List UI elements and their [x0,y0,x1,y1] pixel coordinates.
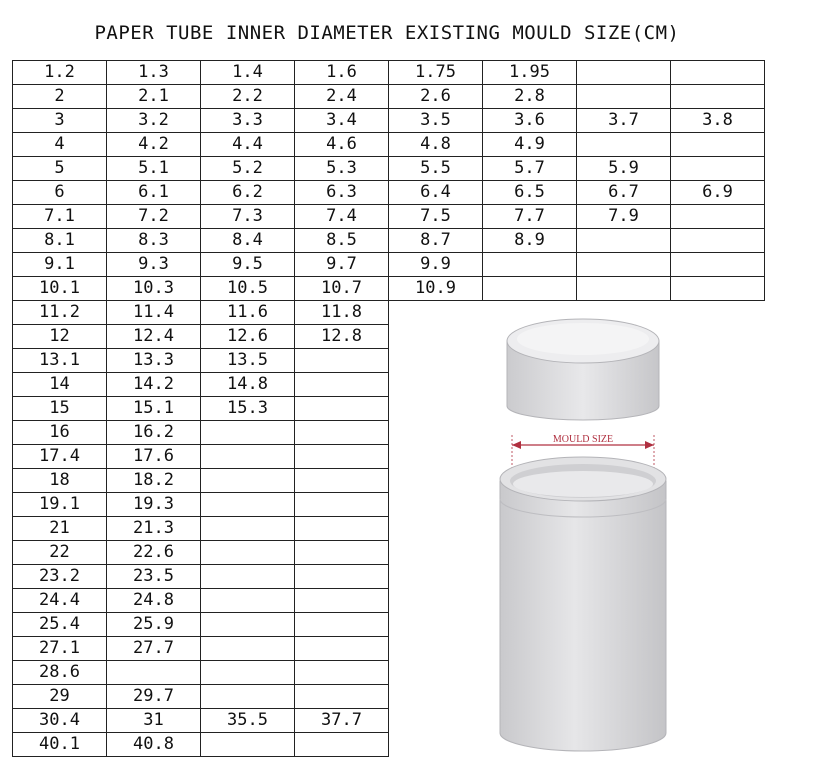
table-cell [483,253,577,277]
table-cell: 10.7 [295,277,389,301]
table-cell: 4.4 [201,133,295,157]
table-cell [295,349,389,373]
table-cell: 6.2 [201,181,295,205]
table-cell [671,61,765,85]
table-cell [295,445,389,469]
table-cell: 31 [107,709,201,733]
table-cell: 18 [13,469,107,493]
table-cell: 3.6 [483,109,577,133]
table-cell: 3.5 [389,109,483,133]
table-cell: 9.3 [107,253,201,277]
table-cell: 3 [13,109,107,133]
table-cell: 4 [13,133,107,157]
table-cell [201,493,295,517]
table-cell [577,85,671,109]
table-cell: 29.7 [107,685,201,709]
table-cell: 5.7 [483,157,577,181]
table-cell [671,253,765,277]
table-cell [295,565,389,589]
table-cell: 16 [13,421,107,445]
table-cell: 8.7 [389,229,483,253]
table-cell [671,133,765,157]
table-cell [201,589,295,613]
table-cell: 13.5 [201,349,295,373]
table-cell: 1.95 [483,61,577,85]
table-cell: 22 [13,541,107,565]
table-cell: 4.6 [295,133,389,157]
table-cell: 5.9 [577,157,671,181]
table-cell [671,85,765,109]
table-cell: 1.75 [389,61,483,85]
table-cell [295,421,389,445]
table-cell: 3.3 [201,109,295,133]
table-cell: 9.5 [201,253,295,277]
table-cell: 7.1 [13,205,107,229]
table-cell [577,253,671,277]
table-cell: 6.3 [295,181,389,205]
table-cell: 30.4 [13,709,107,733]
table-cell: 5 [13,157,107,181]
table-row [13,133,765,157]
table-cell [577,277,671,301]
table-cell: 12.8 [295,325,389,349]
table-cell: 25.9 [107,613,201,637]
table-cell: 6 [13,181,107,205]
table-cell: 10.9 [389,277,483,301]
table-cell: 15.3 [201,397,295,421]
table-cell: 40.8 [107,733,201,757]
table-cell: 8.4 [201,229,295,253]
table-row [13,61,765,85]
table-row [13,205,765,229]
table-cell [295,733,389,757]
table-cell [671,229,765,253]
table-cell: 6.5 [483,181,577,205]
table-cell: 15.1 [107,397,201,421]
table-cell: 14 [13,373,107,397]
table-cell [295,685,389,709]
table-cell: 9.7 [295,253,389,277]
table-cell: 7.3 [201,205,295,229]
table-cell [295,613,389,637]
table-cell [577,133,671,157]
table-cell: 7.7 [483,205,577,229]
table-cell: 12 [13,325,107,349]
table-cell [295,517,389,541]
table-cell: 19.3 [107,493,201,517]
table-cell: 6.4 [389,181,483,205]
table-cell: 3.2 [107,109,201,133]
table-cell: 7.2 [107,205,201,229]
table-cell: 15 [13,397,107,421]
table-row [13,85,765,109]
table-cell [201,565,295,589]
table-cell: 2 [13,85,107,109]
table-cell: 10.1 [13,277,107,301]
table-cell: 9.1 [13,253,107,277]
table-cell: 11.4 [107,301,201,325]
table-cell: 16.2 [107,421,201,445]
table-row [13,229,765,253]
table-cell: 6.1 [107,181,201,205]
table-cell: 29 [13,685,107,709]
table-cell: 10.3 [107,277,201,301]
table-cell: 8.3 [107,229,201,253]
table-cell [295,661,389,685]
table-cell: 1.3 [107,61,201,85]
table-cell [201,733,295,757]
table-cell: 8.5 [295,229,389,253]
table-cell: 2.4 [295,85,389,109]
table-cell: 25.4 [13,613,107,637]
table-cell [201,421,295,445]
table-cell: 19.1 [13,493,107,517]
table-cell [201,613,295,637]
table-cell: 7.5 [389,205,483,229]
table-cell [295,589,389,613]
paper-tube-illustration [390,301,763,761]
table-cell: 40.1 [13,733,107,757]
table-cell: 37.7 [295,709,389,733]
table-cell [107,661,201,685]
table-cell: 12.6 [201,325,295,349]
table-cell [201,445,295,469]
table-cell: 7.9 [577,205,671,229]
table-row [13,277,765,301]
table-cell: 18.2 [107,469,201,493]
table-cell [295,541,389,565]
table-cell: 8.9 [483,229,577,253]
table-cell: 22.6 [107,541,201,565]
table-cell [577,61,671,85]
page-title: PAPER TUBE INNER DIAMETER EXISTING MOULD SIZE(CM) [94,22,680,44]
table-cell: 4.9 [483,133,577,157]
table-cell: 1.4 [201,61,295,85]
table-cell: 35.5 [201,709,295,733]
table-cell [671,157,765,181]
table-cell: 13.3 [107,349,201,373]
table-cell: 5.3 [295,157,389,181]
table-cell: 4.2 [107,133,201,157]
table-cell: 13.1 [13,349,107,373]
table-cell: 27.1 [13,637,107,661]
table-cell: 3.7 [577,109,671,133]
table-row [13,181,765,205]
table-cell: 4.8 [389,133,483,157]
table-cell [201,637,295,661]
table-cell: 5.1 [107,157,201,181]
table-cell: 2.6 [389,85,483,109]
table-cell: 2.2 [201,85,295,109]
table-cell: 27.7 [107,637,201,661]
table-cell: 17.4 [13,445,107,469]
table-cell: 2.1 [107,85,201,109]
table-cell [201,661,295,685]
table-cell: 23.5 [107,565,201,589]
table-cell [295,493,389,517]
table-cell: 21.3 [107,517,201,541]
table-cell: 5.5 [389,157,483,181]
table-cell [671,277,765,301]
table-cell: 17.6 [107,445,201,469]
table-cell [671,205,765,229]
table-cell: 28.6 [13,661,107,685]
table-cell [201,541,295,565]
table-row [13,157,765,181]
table-cell [295,637,389,661]
tube-lid [507,319,659,420]
table-cell: 1.2 [13,61,107,85]
table-cell [295,373,389,397]
table-cell: 3.8 [671,109,765,133]
mould-size-label: MOULD SIZE [552,434,614,445]
table-cell [201,685,295,709]
table-cell [483,277,577,301]
table-cell: 3.4 [295,109,389,133]
table-row [13,253,765,277]
table-cell: 7.4 [295,205,389,229]
table-cell: 24.4 [13,589,107,613]
table-cell: 6.9 [671,181,765,205]
table-cell: 5.2 [201,157,295,181]
table-cell: 23.2 [13,565,107,589]
table-cell: 11.2 [13,301,107,325]
table-cell: 11.6 [201,301,295,325]
table-cell: 10.5 [201,277,295,301]
table-cell: 11.8 [295,301,389,325]
table-cell [577,229,671,253]
table-cell: 24.8 [107,589,201,613]
table-cell: 12.4 [107,325,201,349]
tube-body [500,457,666,751]
table-cell [201,517,295,541]
table-cell: 9.9 [389,253,483,277]
table-cell: 2.8 [483,85,577,109]
table-cell: 1.6 [295,61,389,85]
table-cell [295,469,389,493]
table-cell: 14.8 [201,373,295,397]
table-cell: 14.2 [107,373,201,397]
table-cell: 6.7 [577,181,671,205]
table-cell: 21 [13,517,107,541]
table-cell: 8.1 [13,229,107,253]
table-cell [201,469,295,493]
table-cell [295,397,389,421]
table-row [13,109,765,133]
